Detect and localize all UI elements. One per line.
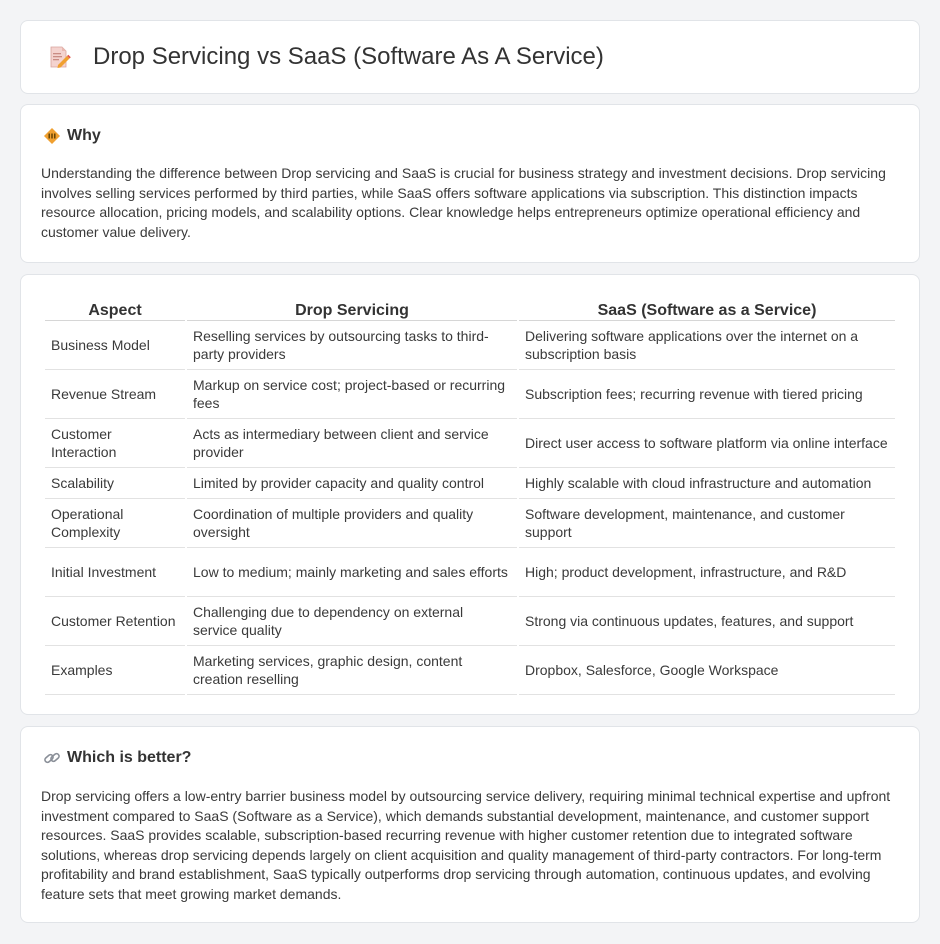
column-header-drop-servicing: Drop Servicing: [187, 295, 517, 321]
better-heading: Which is better?: [67, 749, 192, 766]
table-row: [45, 499, 895, 548]
link-icon: [43, 749, 61, 767]
aspect-cell: Revenue Stream: [45, 370, 185, 419]
table-row: [45, 646, 895, 695]
title-card: [20, 20, 920, 94]
comparison-table: [43, 295, 897, 695]
warning-diamond-icon: [43, 127, 61, 145]
saas-cell: Delivering software applications over the internet on a subscription basis: [519, 321, 895, 370]
saas-cell: Strong via continuous updates, features, and support: [519, 597, 895, 646]
better-body: Drop servicing offers a low-entry barrier business model by outsourcing service delivery, requiring minimal technical expertise and upfront investment compared to SaaS (Software as a Service), which demands substantial development, maintenance, and customer support resources. SaaS provides scalable, subscription-based recurring revenue with higher customer retention due to integrated software solutions, whereas drop servicing depends largely on client acquisition and quality management of third-party contractors. For long-term profitability and brand establishment, SaaS typically outperforms drop servicing through automation, continuous updates, and evolving feature sets that meet growing market demands.: [41, 788, 891, 902]
table-row: [45, 548, 895, 597]
drop-servicing-cell: Low to medium; mainly marketing and sales efforts: [187, 548, 517, 597]
aspect-cell: Scalability: [45, 468, 185, 499]
aspect-cell: Business Model: [45, 321, 185, 370]
table-header-row: [45, 295, 895, 321]
table-row: [45, 468, 895, 499]
aspect-cell: Customer Interaction: [45, 419, 185, 468]
saas-cell: Subscription fees; recurring revenue with tiered pricing: [519, 370, 895, 419]
aspect-cell: Customer Retention: [45, 597, 185, 646]
aspect-cell: Initial Investment: [45, 548, 185, 597]
drop-servicing-cell: Coordination of multiple providers and quality oversight: [187, 499, 517, 548]
saas-cell: High; product development, infrastructure, and R&D: [519, 548, 895, 597]
why-header: [43, 127, 101, 145]
comparison-table-card: [20, 274, 920, 715]
saas-cell: Dropbox, Salesforce, Google Workspace: [519, 646, 895, 695]
drop-servicing-cell: Challenging due to dependency on external service quality: [187, 597, 517, 646]
why-section: [20, 104, 920, 263]
table-row: [45, 321, 895, 370]
saas-cell: Direct user access to software platform via online interface: [519, 419, 895, 468]
better-header: [43, 749, 191, 767]
drop-servicing-cell: Reselling services by outsourcing tasks to third-party providers: [187, 321, 517, 370]
drop-servicing-cell: Markup on service cost; project-based or recurring fees: [187, 370, 517, 419]
saas-cell: Software development, maintenance, and customer support: [519, 499, 895, 548]
column-header-saas: SaaS (Software as a Service): [519, 295, 895, 321]
saas-cell: Highly scalable with cloud infrastructure and automation: [519, 468, 895, 499]
page-title: Drop Servicing vs SaaS (Software As A Service): [93, 43, 604, 70]
aspect-cell: Examples: [45, 646, 185, 695]
table-row: [45, 419, 895, 468]
title-row: [21, 21, 919, 93]
drop-servicing-cell: Acts as intermediary between client and service provider: [187, 419, 517, 468]
table-row: [45, 370, 895, 419]
which-is-better-section: [20, 726, 920, 923]
column-header-aspect: Aspect: [45, 295, 185, 321]
document-pencil-icon: [47, 45, 71, 69]
why-body: Understanding the difference between Drop servicing and SaaS is crucial for business strategy and investment decisions. Drop servicing involves selling services performed by third parties, while SaaS offers software applications via subscription. This distinction impacts resource allocation, pricing models, and scalability options. Clear knowledge helps entrepreneurs optimize operational efficiency and customer value delivery.: [41, 165, 886, 240]
why-heading: Why: [67, 127, 101, 144]
drop-servicing-cell: Marketing services, graphic design, content creation reselling: [187, 646, 517, 695]
drop-servicing-cell: Limited by provider capacity and quality control: [187, 468, 517, 499]
table-row: [45, 597, 895, 646]
aspect-cell: Operational Complexity: [45, 499, 185, 548]
